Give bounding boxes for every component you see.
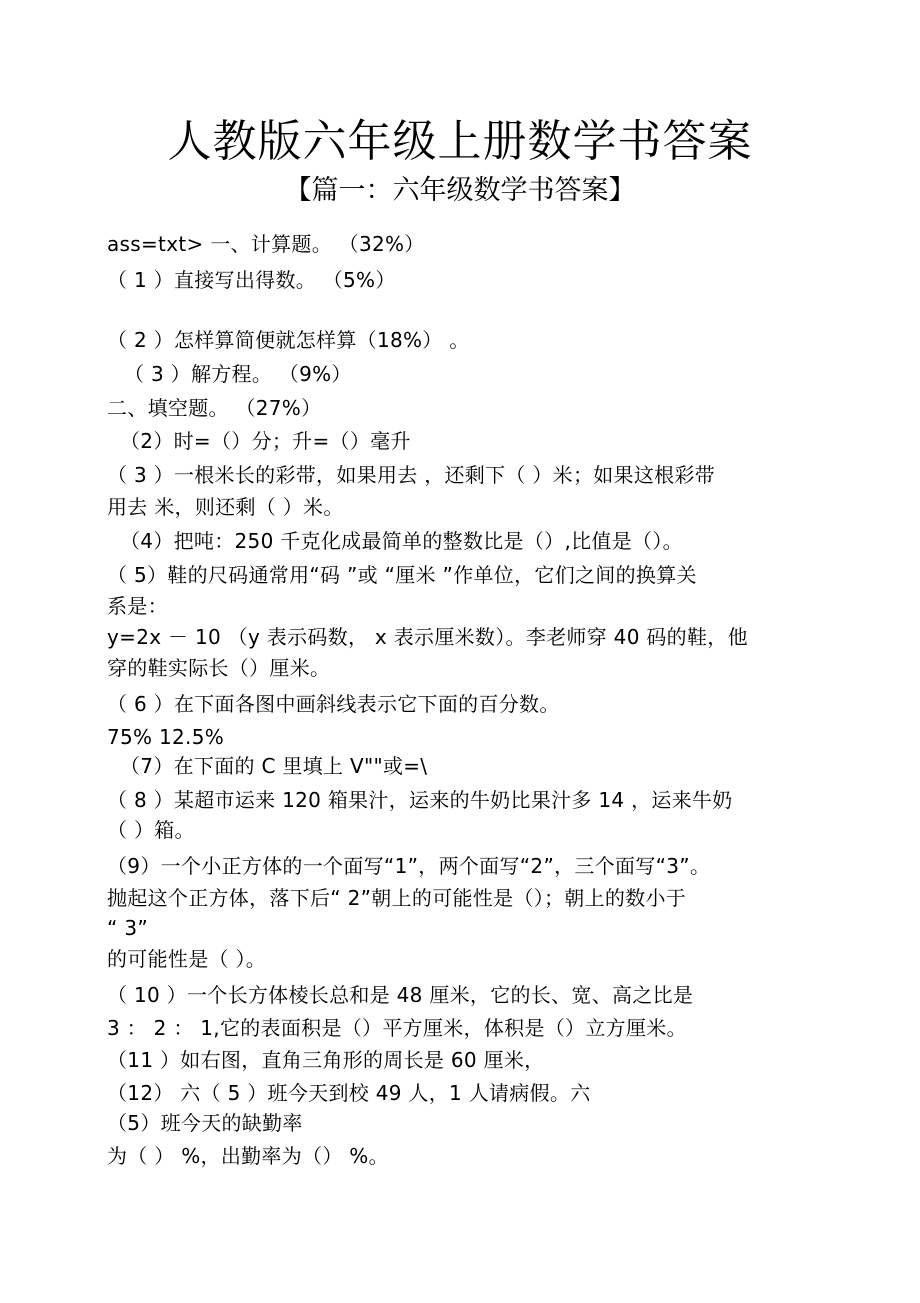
text-line: （7）在下面的 C 里填上 V""或=\ — [120, 754, 428, 778]
text-line: 穿的鞋实际长（）厘米。 — [107, 656, 331, 680]
text-line: （ 3 ）解方程。 （9%） — [124, 362, 352, 386]
text-line: （ 6 ）在下面各图中画斜线表示它下面的百分数。 — [107, 692, 560, 716]
text-line: （12） 六（ 5 ）班今天到校 49 人，1 人请病假。六 — [107, 1081, 591, 1105]
text-line: 抛起这个正方体，落下后“ 2”朝上的可能性是（）；朝上的数小于 — [107, 886, 687, 910]
text-line: （ 3 ）一根米长的彩带，如果用去 ，还剩下（ ）米；如果这根彩带 — [107, 463, 716, 487]
text-line: （ ）箱。 — [107, 818, 195, 842]
text-line: （ 10 ）一个长方体棱长总和是 48 厘米，它的长、宽、高之比是 — [107, 983, 694, 1007]
text-line: （ 8 ）某超市运来 120 箱果汁，运来的牛奶比果汁多 14 ，运来牛奶 — [107, 788, 733, 812]
text-line: 为（ ） %，出勤率为（） %。 — [107, 1144, 389, 1168]
text-line: 75% 12.5% — [107, 725, 225, 749]
text-line: （5）班今天的缺勤率 — [107, 1111, 303, 1135]
text-line: （ 5）鞋的尺码通常用“码 ”或 “厘米 ”作单位，它们之间的换算关 — [107, 563, 697, 587]
text-line: （9）一个小正方体的一个面写“1”，两个面写“2”，三个面写“3”。 — [107, 854, 711, 878]
text-line: 的可能性是（ ）。 — [107, 947, 267, 971]
text-line: （2）时=（）分；升=（）毫升 — [120, 429, 411, 453]
text-line: y=2x － 10 （y 表示码数， x 表示厘米数）。李老师穿 40 码的鞋，他 — [107, 625, 748, 649]
text-line: 系是： — [107, 594, 168, 618]
text-line: 二、填空题。 （27%） — [107, 396, 322, 420]
document-title: 人教版六年级上册数学书答案 — [167, 116, 753, 167]
text-line: （ 1 ）直接写出得数。 （5%） — [107, 268, 396, 292]
text-line: “ 3” — [107, 916, 149, 940]
text-line: （11 ）如右图，直角三角形的周长是 60 厘米， — [107, 1048, 545, 1072]
text-line: （ 2 ）怎样算简便就怎样算（18%） 。 — [107, 328, 470, 352]
text-line: （4）把吨：250 千克化成最简单的整数比是（）,比值是（）。 — [120, 529, 683, 553]
text-line: 3 ： 2 ： 1,它的表面积是（）平方厘米，体积是（）立方厘米。 — [107, 1016, 687, 1040]
text-line: ass=txt> 一、计算题。 （32%） — [107, 232, 425, 256]
document-subtitle: 【篇一：六年级数学书答案】 — [284, 175, 636, 206]
text-line: 用去 米，则还剩（ ）米。 — [107, 495, 344, 519]
